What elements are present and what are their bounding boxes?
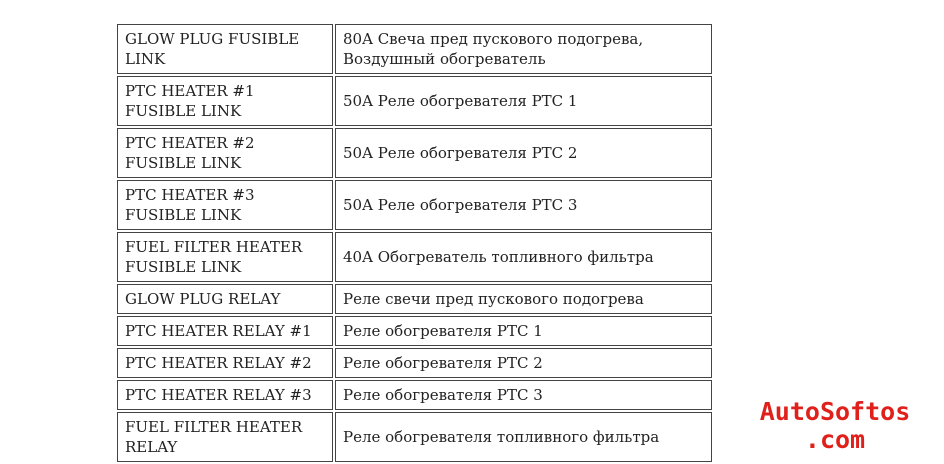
component-cell: FUEL FILTER HEATER FUSIBLE LINK (117, 232, 333, 282)
component-cell: FUEL FILTER HEATER RELAY (117, 412, 333, 462)
watermark-domain: .com (804, 425, 866, 454)
description-cell: 80A Свеча пред пускового подогрева, Воздушный обогреватель (335, 24, 712, 74)
table-row (117, 128, 712, 178)
description-cell: 50A Реле обогревателя PTC 1 (335, 76, 712, 126)
description-cell: 40A Обогреватель топливного фильтра (335, 232, 712, 282)
description-cell: Реле свечи пред пускового подогрева (335, 284, 712, 314)
table-row (117, 180, 712, 230)
description-cell: 50A Реле обогревателя PTC 3 (335, 180, 712, 230)
description-cell: Реле обогревателя PTC 2 (335, 348, 712, 378)
component-cell: PTC HEATER RELAY #2 (117, 348, 333, 378)
table-row (117, 284, 712, 314)
component-cell: PTC HEATER #1 FUSIBLE LINK (117, 76, 333, 126)
table-row (117, 348, 712, 378)
description-cell: Реле обогревателя PTC 3 (335, 380, 712, 410)
description-cell: 50A Реле обогревателя PTC 2 (335, 128, 712, 178)
table-row (117, 232, 712, 282)
component-cell: PTC HEATER RELAY #3 (117, 380, 333, 410)
component-cell: PTC HEATER RELAY #1 (117, 316, 333, 346)
component-cell: PTC HEATER #2 FUSIBLE LINK (117, 128, 333, 178)
description-cell: Реле обогревателя PTC 1 (335, 316, 712, 346)
component-cell: PTC HEATER #3 FUSIBLE LINK (117, 180, 333, 230)
table-row (117, 412, 712, 462)
watermark-logo (740, 398, 930, 454)
table-row (117, 76, 712, 126)
table-row (117, 380, 712, 410)
fuse-relay-table (115, 22, 714, 464)
table-row (117, 316, 712, 346)
description-cell: Реле обогревателя топливного фильтра (335, 412, 712, 462)
watermark-brand: AutoSoftos (759, 397, 911, 426)
component-cell: GLOW PLUG RELAY (117, 284, 333, 314)
table-row (117, 24, 712, 74)
component-cell: GLOW PLUG FUSIBLE LINK (117, 24, 333, 74)
